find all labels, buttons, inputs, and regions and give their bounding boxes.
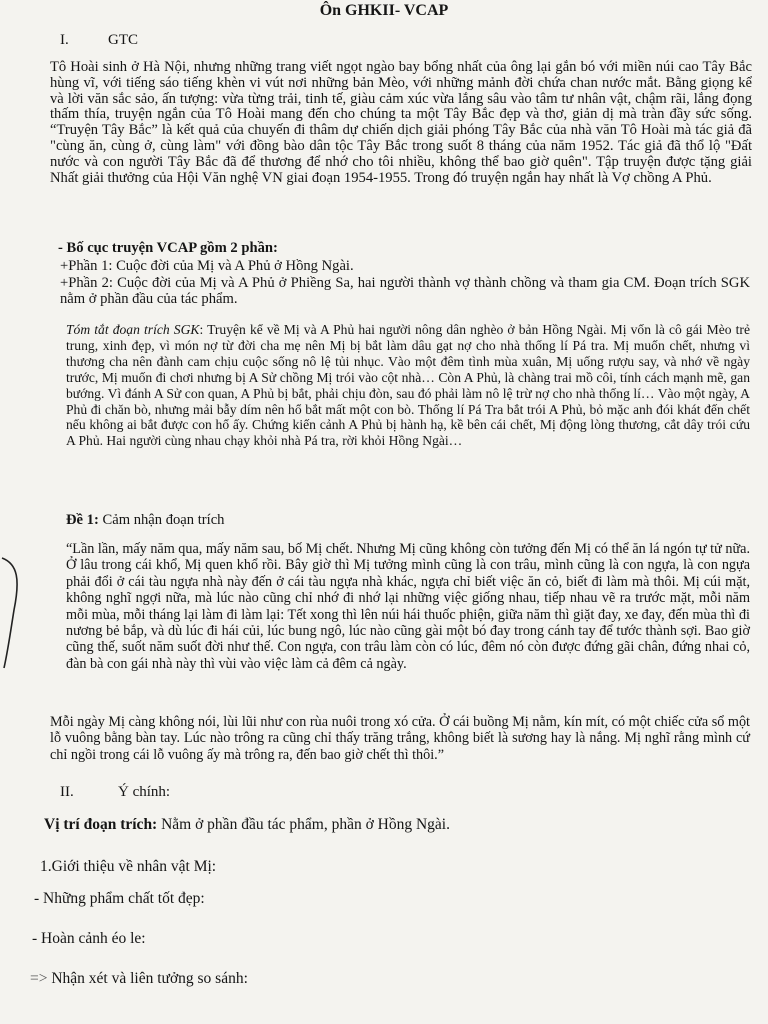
outline-item-3: - Hoàn cảnh éo le: [32,930,146,947]
quote-paragraph-2: Mỗi ngày Mị càng không nói, lùi lũi như con rùa nuôi trong xó cửa. Ở cái buồng Mị nằm, kín mít, có một chiếc cửa sổ một lỗ vuông bằng bàn tay. Lúc nào trông ra cũng chỉ thấy trăng trắng, không biết là sương hay là nắng. Mị nghĩ rằng mình cứ chỉ ngồi trong cái lỗ vuông ấy mà trông ra, đến bao giờ chết thì thôi.” [50,714,750,763]
section-2-label: Ý chính: [118,784,171,800]
arrow-mark: => [30,970,48,987]
outline-item-4-text: Nhận xét và liên tưởng so sánh: [47,970,248,987]
document-title: Ôn GHKII- VCAP [319,2,449,19]
de-1-text: Cảm nhận đoạn trích [98,512,225,528]
section-1-label: GTC [108,32,138,48]
section-1-heading [60,32,138,49]
position-label: Vị trí đoạn trích: [44,816,158,833]
section-2-heading [60,784,170,801]
outline-item-2: - Những phẩm chất tốt đẹp: [34,890,205,907]
intro-paragraph: Tô Hoài sinh ở Hà Nội, nhưng những trang viết ngọt ngào bay bổng nhất của ông lại gắn bó với miền núi cao Tây Bắc hùng vĩ, với tiếng sáo tiếng khèn vi vút nơi những bản Mèo, với những mảnh đời chứa chan nước mắt. Bằng giọng kể và lời văn sắc sảo, ấn tượng: vừa từng trải, tinh tế, giàu cảm xúc vừa lắng sâu vào tâm tư nhân vật, chậm rãi, lắng đọng thấm thía, truyện ngắn của Tô Hoài mang đến cho chúng ta một Tây Bắc đẹp và thơ, giản dị mà tràn đầy sức sống. “Truyện Tây Bắc” là kết quả của chuyến đi thâm dự chiến dịch giải phóng Tây Bắc của nhà văn Tô Hoài mà tác giả đã "cùng ăn, cùng ở, cùng làm" với đồng bào dân tộc Tây Bắc trong suốt 8 tháng của năm 1952. Tác giả đã thổ lộ "Đất nước và con người Tây Bắc đã để thương để nhớ cho tôi nhiều, không thể bao giờ quên". Tập truyện được tặng giải Nhất giải thưởng của Hội Văn nghệ VN giai đoạn 1954-1955. Trong đó truyện ngắn hay nhất là Vợ chồng A Phủ. [50,59,752,186]
outline-item-4 [30,970,248,988]
summary-label: Tóm tắt đoạn trích SGK [66,322,200,337]
section-1-number: I. [60,32,69,48]
structure-heading: - Bố cục truyện VCAP gồm 2 phần: [58,240,278,256]
section-2-number: II. [60,784,74,800]
position-line [44,816,450,834]
de-1-heading [66,512,224,528]
margin-bracket-mark [0,540,40,680]
summary-text: : Truyện kể về Mị và A Phủ hai người nông dân nghèo ở bản Hồng Ngài. Mị vốn là cô gái Mèo trẻ trung, xinh đẹp, vì món nợ từ đời cha mẹ nên Mị bị bắt làm dâu gạt nợ cho nhà thống lí Pá tra. Mị muốn chết, nhưng vì thương cha nên đành cam chịu cuộc sống nô lệ tủi nhục. Vào một đêm tình mùa xuân, Mị uống rượu say, và nhớ về ngày trước, Mị muốn đi chơi nhưng bị A Sử chồng Mị trói vào cột nhà… Còn A Phủ, là chàng trai mồ côi, tính cách mạnh mẽ, gan bướng. Vì đánh A Sử con quan, A Phủ bị bắt, phải chịu đòn, sau đó phải làm nô lệ trừ nợ cho nhà thống lí… Vào một ngày, A Phủ đi chăn bò, nhưng mải bẫy dím nên hổ bắt mất một con bò. Thống lí Pá Tra bắt trói A Phủ, bỏ mặc anh đói khát đến chết nếu không ai bắt được con hổ ấy. Chứng kiến cảnh A Phủ bị hành hạ, kề bên cái chết, Mị động lòng thương, cắt dây trói cứu A Phủ. Hai người cùng nhau chạy khỏi nhà Pá tra, rời khỏi Hồng Ngài… [66,322,750,449]
structure-part-2: +Phần 2: Cuộc đời của Mị và A Phủ ở Phiềng Sa, hai người thành vợ thành chồng và tham gia CM. Đoạn trích SGK nằm ở phần đầu của tác phẩm. [60,275,750,307]
position-text: Nằm ở phần đầu tác phẩm, phần ở Hồng Ngài. [157,816,450,833]
quote-paragraph-1: “Lần lần, mấy năm qua, mấy năm sau, bố Mị chết. Nhưng Mị cũng không còn tưởng đến Mị có thể ăn lá ngón tự tử nữa. Ở lâu trong cái khổ, Mị quen khổ rồi. Bây giờ thì Mị tưởng mình cũng là con trâu, mình cũng là con ngựa, là con ngựa phải đổi ở cái tàu ngựa nhà này đến ở cái tàu ngựa nhà khác, ngựa chỉ biết việc ăn cỏ, biết đi làm mà thôi. Mị cúi mặt, không nghĩ ngợi nữa, mà lúc nào cũng chỉ nhớ đi nhớ lại những việc giống nhau, tiếp nhau vẽ ra trước mặt, mỗi năm mỗi mùa, mỗi tháng lại làm đi làm lại: Tết xong thì lên núi hái thuốc phiện, giữa năm thì giặt đay, xe đay, đến mùa thì đi nương bẻ bắp, và dù lúc đi hái củi, lúc bung ngô, lúc nào cũng gài một bó đay trong cánh tay để tước thành sợi. Bao giờ cũng thế, suốt năm suốt đời như thế. Con ngựa, con trâu làm còn có lúc, đêm nó còn được đứng gãi chân, đứng nhai cỏ, đàn bà con gái nhà này thì vùi vào việc làm cả đêm cả ngày. [66,541,750,672]
structure-part-1: +Phần 1: Cuộc đời của Mị và A Phủ ở Hồng Ngài. [60,258,354,274]
de-1-label: Đề 1: [66,512,99,528]
outline-item-1: 1.Giới thiệu về nhân vật Mị: [40,858,217,875]
summary-paragraph [66,322,750,449]
